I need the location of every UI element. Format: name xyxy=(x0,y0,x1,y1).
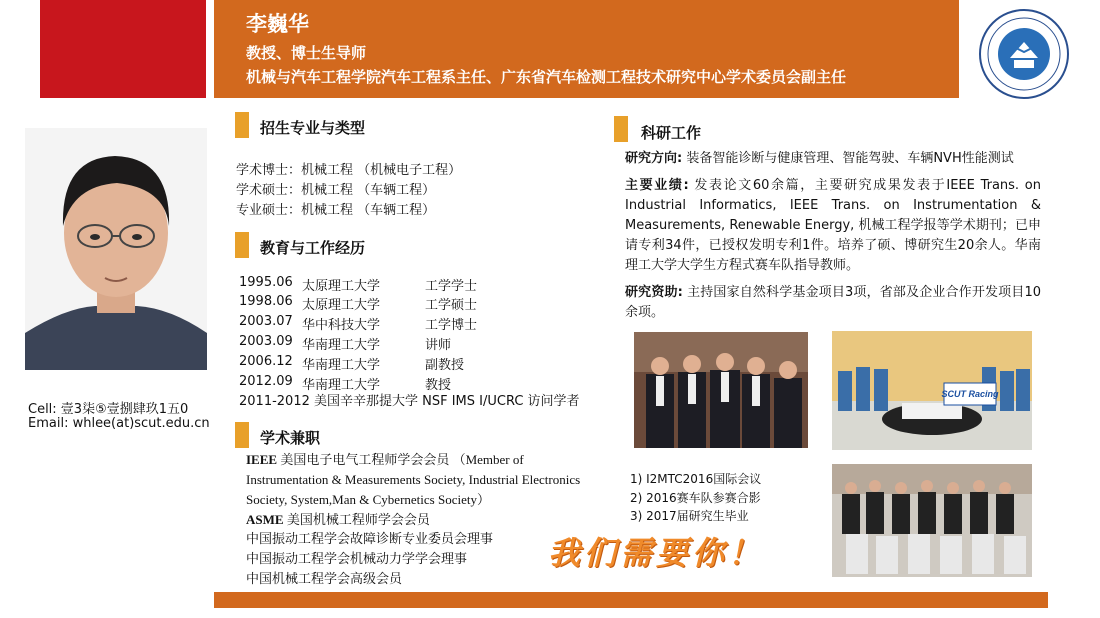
ieee-membership xyxy=(246,450,524,470)
section-marker xyxy=(614,116,628,142)
enrollment-heading: 招生专业与类型 xyxy=(260,119,366,137)
caption-item: 3) 2017届研究生毕业 xyxy=(630,509,749,523)
edu-year: 2006.12 xyxy=(239,354,293,369)
edu-year: 2012.09 xyxy=(239,374,293,389)
racing-team-photo xyxy=(832,331,1032,450)
achievements-text: 发表论文60余篇，主要研究成果发表于IEEE Trans. on Industrial Informatics, IEEE Trans. on Instrumentation & Measurements, Renewable Energy, 机械工程学报等学术期刊；已申请专利34件，已授权发明专利1件。培养了硕、博研究生20余人。华南理工大学大学生方程式赛车队指导教师。 xyxy=(625,178,1042,273)
edu-role: 副教授 xyxy=(425,358,465,373)
ieee-line: Society, System,Man & Cybernetics Society） xyxy=(246,492,490,507)
contact-email[interactable]: Email: whlee(at)scut.edu.cn xyxy=(28,416,210,431)
funding-text: 主持国家自然科学基金项目3项，省部及企业合作开发项目10余项。 xyxy=(625,285,1041,320)
header-red-block xyxy=(40,0,206,98)
section-marker xyxy=(235,232,249,258)
direction-label: 研究方向: xyxy=(625,151,683,166)
ieee-label: IEEE xyxy=(246,452,278,467)
professor-title: 教授、博士生导师 xyxy=(246,44,367,62)
edu-place: 华中科技大学 xyxy=(302,318,381,333)
edu-year: 2003.07 xyxy=(239,314,293,329)
caption-item: 1) I2MTC2016国际会议 xyxy=(630,472,762,486)
edu-role: 讲师 xyxy=(425,338,452,353)
professor-position: 机械与汽车工程学院汽车工程系主任、广东省汽车检测工程技术研究中心学术委员会副主任 xyxy=(246,68,847,86)
visiting-scholar: 2011-2012 美国辛辛那提大学 NSF IMS I/UCRC 访问学者 xyxy=(239,394,580,409)
contact-cell: Cell: 壹3柒⑤壹捌肆玖1五0 xyxy=(28,402,189,417)
edu-year: 1998.06 xyxy=(239,294,293,309)
research-funding xyxy=(625,283,1041,323)
racing-sign-text: SCUT Racing xyxy=(941,389,999,399)
achievements-label: 主要业绩: xyxy=(625,178,689,193)
portrait-photo xyxy=(25,128,207,370)
academic-heading: 学术兼职 xyxy=(260,429,321,447)
education-heading: 教育与工作经历 xyxy=(260,239,366,257)
edu-year: 1995.06 xyxy=(239,275,293,290)
asme-membership xyxy=(246,510,430,530)
edu-role: 工学硕士 xyxy=(425,298,478,313)
research-direction xyxy=(625,149,1041,169)
edu-place: 华南理工大学 xyxy=(302,338,381,353)
conference-photo xyxy=(634,332,808,448)
edu-year: 2003.09 xyxy=(239,334,293,349)
photo-captions xyxy=(630,470,761,526)
enrollment-item: 学术硕士：机械工程 （车辆工程） xyxy=(236,183,436,198)
ieee-line: Instrumentation & Measurements Society, Industrial Electronics xyxy=(246,472,581,487)
section-marker xyxy=(235,422,249,448)
caption-item: 2) 2016赛车队参赛合影 xyxy=(630,490,761,505)
university-logo xyxy=(978,8,1070,100)
professor-name: 李巍华 xyxy=(246,12,309,36)
academic-item: 中国振动工程学会机械动力学学会理事 xyxy=(246,552,468,567)
research-achievements xyxy=(625,176,1041,276)
edu-place: 太原理工大学 xyxy=(302,298,381,313)
direction-text: 装备智能诊断与健康管理、智能驾驶、车辆NVH性能测试 xyxy=(682,151,1014,166)
edu-role: 工学学士 xyxy=(425,279,478,294)
edu-role: 工学博士 xyxy=(425,318,478,333)
academic-item: 中国振动工程学会故障诊断专业委员会理事 xyxy=(246,532,494,547)
footer-bar xyxy=(214,592,1048,608)
enrollment-item: 学术博士：机械工程 （机械电子工程） xyxy=(236,163,462,178)
funding-label: 研究资助: xyxy=(625,285,683,300)
asme-label: ASME xyxy=(246,512,284,527)
edu-place: 华南理工大学 xyxy=(302,358,381,373)
enrollment-item: 专业硕士：机械工程 （车辆工程） xyxy=(236,203,436,218)
graduation-photo xyxy=(832,464,1032,577)
edu-role: 教授 xyxy=(425,378,452,393)
edu-place: 华南理工大学 xyxy=(302,378,381,393)
research-heading: 科研工作 xyxy=(641,124,702,142)
edu-place: 太原理工大学 xyxy=(302,279,381,294)
recruitment-slogan: 我们需要你！ xyxy=(548,534,765,572)
ieee-text: 美国电子电气工程师学会会员 （Member of xyxy=(277,452,524,467)
asme-text: 美国机械工程师学会会员 xyxy=(283,512,430,527)
section-marker xyxy=(235,112,249,138)
academic-item: 中国机械工程学会高级会员 xyxy=(246,572,403,587)
